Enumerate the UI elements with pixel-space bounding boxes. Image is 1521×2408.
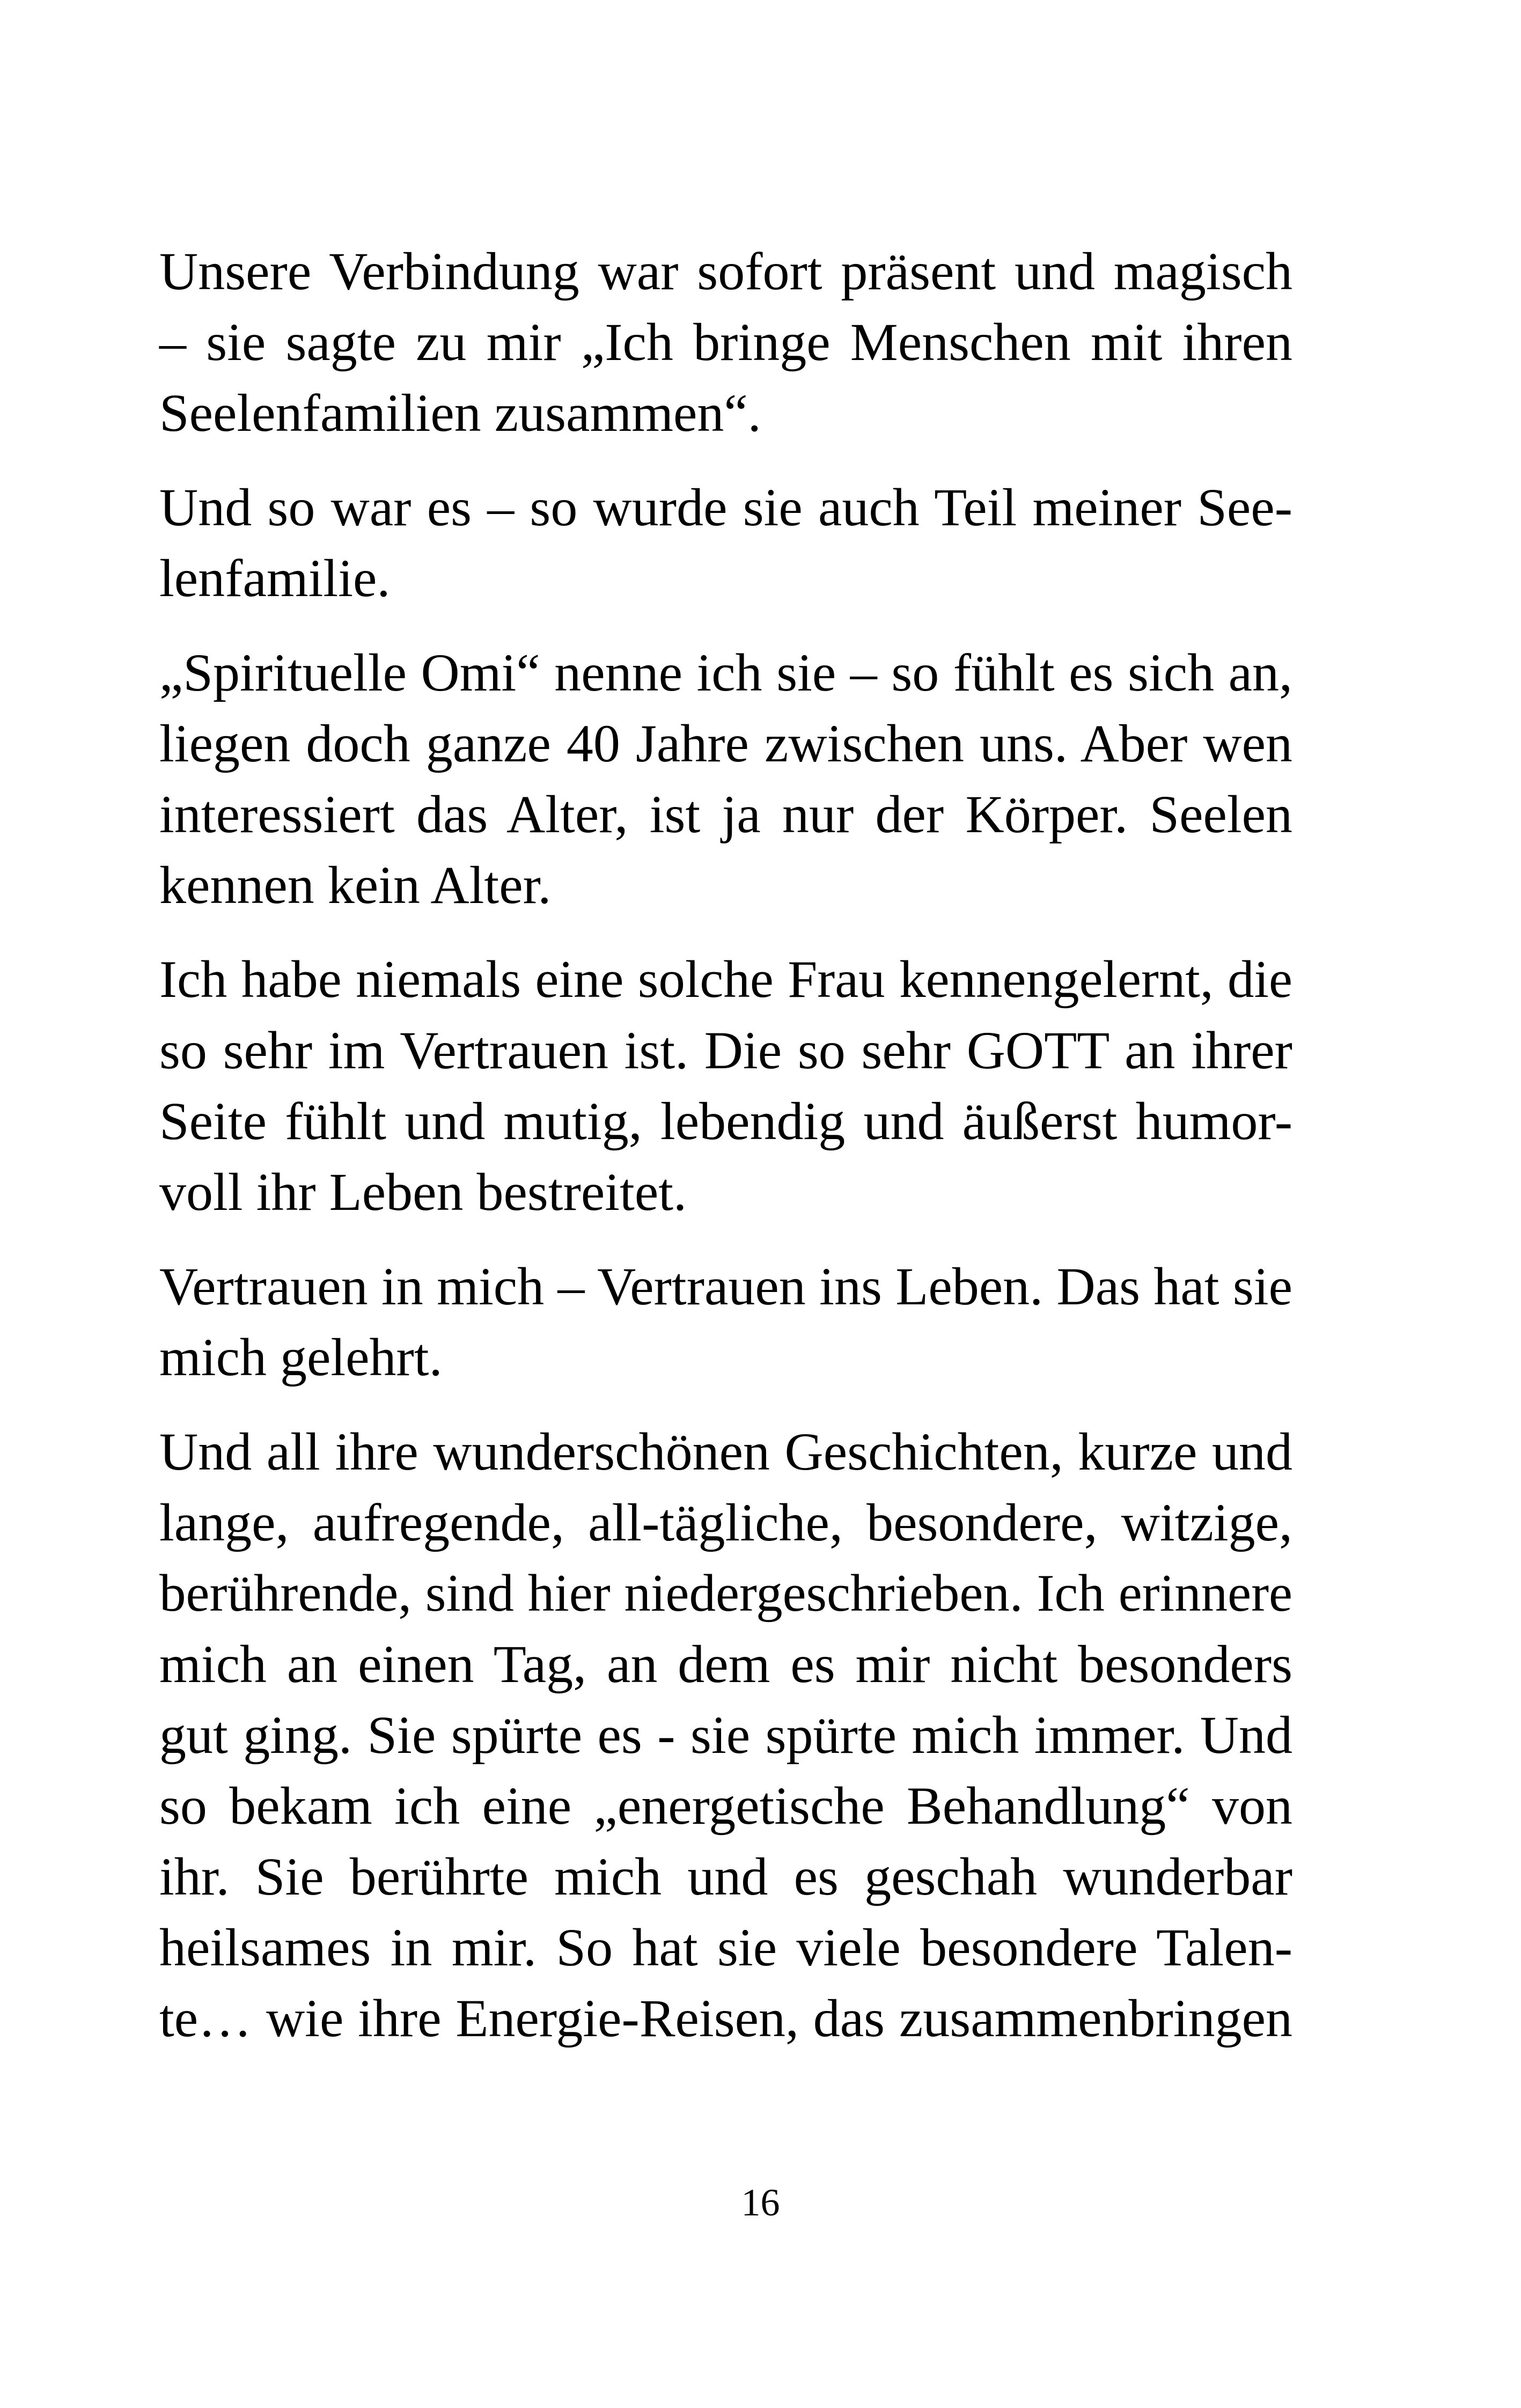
text-line: – sie sagte zu mir „Ich bringe Menschen mit ihren: [159, 312, 1292, 372]
text-line: te… wie ihre Energie-Reisen, das zusammenbringen: [159, 1988, 1292, 2048]
paragraph: [159, 1251, 1292, 1393]
text-line: Seelenfamilien zusammen“.: [159, 383, 761, 443]
text-line: Und all ihre wunderschönen Geschichten, kurze und: [159, 1422, 1292, 1481]
text-line: Seite fühlt und mutig, lebendig und äußerst humor-: [159, 1091, 1292, 1151]
body-text: [159, 236, 1292, 2077]
text-line: mich gelehrt.: [159, 1327, 443, 1387]
text-line: interessiert das Alter, ist ja nur der Körper. Seelen: [159, 784, 1292, 844]
paragraph: [159, 944, 1292, 1228]
text-line: heilsames in mir. So hat sie viele besondere Talen-: [159, 1918, 1292, 1977]
paragraph: [159, 236, 1292, 449]
text-line: gut ging. Sie spürte es - sie spürte mich immer. Und: [159, 1705, 1292, 1765]
text-line: Unsere Verbindung war sofort präsent und magisch: [159, 241, 1292, 301]
text-line: kennen kein Alter.: [159, 855, 552, 915]
text-line: „Spirituelle Omi“ nenne ich sie – so fühlt es sich an,: [159, 643, 1292, 702]
text-line: so sehr im Vertrauen ist. Die so sehr GOTT an ihrer: [159, 1021, 1292, 1080]
text-line: lange, aufregende, all-tägliche, besondere, witzige,: [159, 1493, 1292, 1552]
text-line: Vertrauen in mich – Vertrauen ins Leben. Das hat sie: [159, 1257, 1292, 1316]
paragraph: [159, 637, 1292, 921]
text-line: so bekam ich eine „energetische Behandlung“ von: [159, 1776, 1292, 1836]
paragraph: [159, 472, 1292, 614]
paragraph: [159, 1416, 1292, 2054]
text-line: berührende, sind hier niedergeschrieben. Ich erinnere: [159, 1564, 1292, 1623]
text-line: Ich habe niemals eine solche Frau kennengelernt, die: [159, 950, 1292, 1009]
text-line: Und so war es – so wurde sie auch Teil meiner See-: [159, 478, 1292, 537]
text-line: liegen doch ganze 40 Jahre zwischen uns. Aber wen: [159, 714, 1292, 773]
text-line: ihr. Sie berührte mich und es geschah wunderbar: [159, 1847, 1292, 1906]
text-line: lenfamilie.: [159, 548, 391, 608]
text-line: voll ihr Leben bestreitet.: [159, 1162, 687, 1222]
page-number: 16: [741, 2181, 780, 2224]
text-line: mich an einen Tag, an dem es mir nicht besonders: [159, 1634, 1292, 1694]
